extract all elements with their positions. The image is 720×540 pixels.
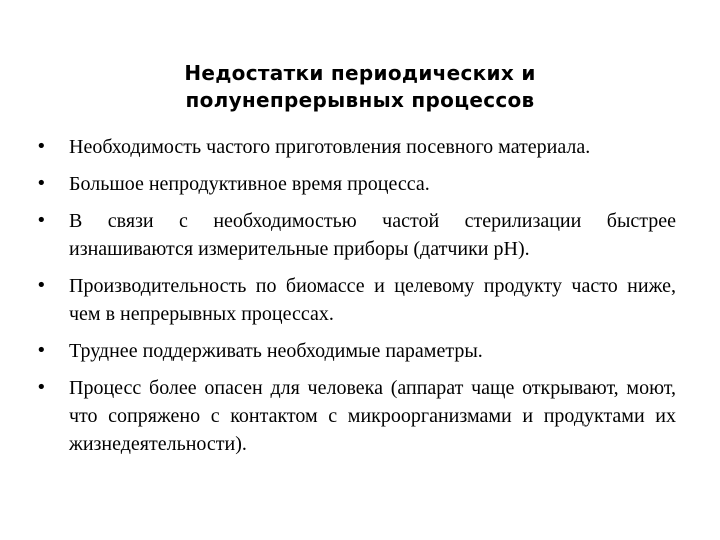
bullet-text: Производительность по биомассе и целевому продукту часто ниже, чем в непрерывных процессах.	[69, 275, 676, 325]
slide-title-line-1: Недостатки периодических и	[184, 61, 536, 85]
bullet-text: Большое непродуктивное время процесса.	[69, 173, 430, 195]
bullet-icon: •	[36, 275, 47, 296]
bullet-icon: •	[36, 136, 47, 157]
bullet-item-6	[36, 374, 676, 458]
bullet-text: Процесс более опасен для человека (аппарат чаще открывают, моют, что сопряжено с контактом с микроорганизмами и продуктами их жизнедеятельности).	[69, 377, 676, 455]
bullet-item-2	[36, 170, 676, 198]
bullet-text: Труднее поддерживать необходимые параметры.	[69, 340, 483, 362]
bullet-list	[36, 133, 676, 467]
bullet-item-3	[36, 207, 676, 263]
bullet-icon: •	[36, 340, 47, 361]
bullet-item-1	[36, 133, 676, 161]
bullet-icon: •	[36, 173, 47, 194]
bullet-item-4	[36, 272, 676, 328]
bullet-text: Необходимость частого приготовления посевного материала.	[69, 136, 591, 158]
bullet-icon: •	[36, 210, 47, 231]
bullet-text: В связи с необходимостью частой стерилизации быстрее изнашиваются измерительные приборы (датчики рН).	[69, 210, 676, 260]
bullet-icon: •	[36, 377, 47, 398]
slide-title-line-2: полунепрерывных процессов	[185, 88, 535, 112]
slide-title	[60, 60, 660, 114]
bullet-item-5	[36, 337, 676, 365]
